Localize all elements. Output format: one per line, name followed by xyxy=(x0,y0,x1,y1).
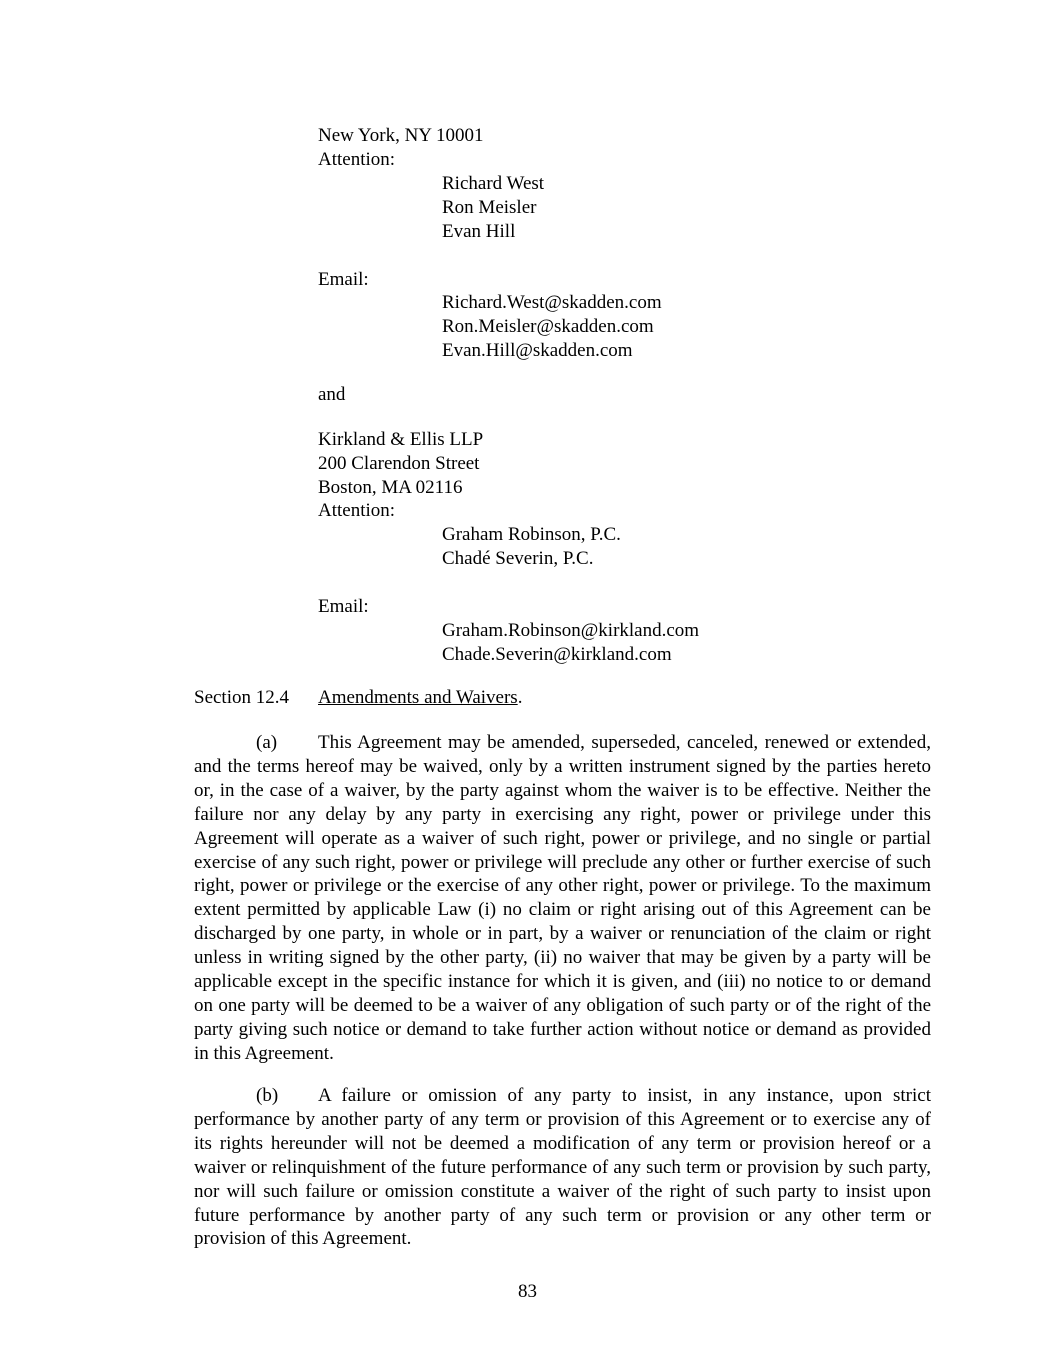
section-title: Amendments and Waivers xyxy=(318,687,518,708)
paragraph-a xyxy=(194,731,931,1066)
attention-name: Graham Robinson, P.C. xyxy=(442,524,621,545)
attention-name: Evan Hill xyxy=(442,221,516,242)
address-city: Boston, MA 02116 xyxy=(318,477,463,498)
address-city: New York, NY 10001 xyxy=(318,125,484,146)
paragraph-text: A failure or omission of any party to insist, in any instance, upon strict performance by another party of any term or provision of this Agreement or to exercise any of its rights hereunder will not be deemed a modification of any term or provision hereof or a waiver or relinquishment of the future performance of any such term or provision by such party, nor will such failure or omission constitute a waiver of the right of such party to insist upon future performance by another party of any such term or provision or any other term or provision of this Agreement. xyxy=(194,1085,931,1250)
paragraph-text: This Agreement may be amended, superseded, canceled, renewed or extended, and the terms hereof may be waived, only by a written instrument signed by the parties hereto or, in the case of a waiver, by the party against whom the waiver is to be effective. Neither the failure nor any delay by any party in exercising any right, power or privilege under this Agreement will operate as a waiver of such right, power or privilege, and no single or partial exercise of any such right, power or privilege will preclude any other or further exercise of such right, power or privilege or the exercise of any other right, power or privilege. To the maximum extent permitted by applicable Law (i) no claim or right arising out of this Agreement can be discharged by one party, in whole or in part, by a waiver or renunciation of the claim or right unless in writing signed by the other party, (ii) no waiver that may be given by a party will be applicable except in the specific instance for which it is given, and (iii) no notice to or demand on one party will be deemed to be a waiver of any obligation of such party or of the right of the party giving such notice or demand to take further action without notice or demand as provided in this Agreement. xyxy=(194,732,931,1064)
attention-label: Attention: xyxy=(318,500,396,521)
email-address: Richard.West@skadden.com xyxy=(442,292,662,313)
address-street: 200 Clarendon Street xyxy=(318,453,480,474)
paragraph-b xyxy=(194,1084,931,1251)
email-address: Ron.Meisler@skadden.com xyxy=(442,316,654,337)
email-address: Evan.Hill@skadden.com xyxy=(442,340,633,361)
attention-name: Ron Meisler xyxy=(442,197,537,218)
section-title-wrap xyxy=(318,686,522,710)
email-label: Email: xyxy=(318,596,369,617)
paragraph-label: (a) xyxy=(256,732,278,753)
and-connector: and xyxy=(318,384,346,405)
email-label: Email: xyxy=(318,269,369,290)
email-address: Graham.Robinson@kirkland.com xyxy=(442,620,700,641)
attention-label: Attention: xyxy=(318,149,396,170)
firm-name: Kirkland & Ellis LLP xyxy=(318,429,484,450)
page-number: 83 xyxy=(518,1281,537,1302)
attention-name: Richard West xyxy=(442,173,545,194)
section-number: Section 12.4 xyxy=(194,687,289,708)
paragraph-label: (b) xyxy=(256,1085,279,1106)
section-title-suffix: . xyxy=(517,687,523,708)
attention-name: Chadé Severin, P.C. xyxy=(442,548,594,569)
email-address: Chade.Severin@kirkland.com xyxy=(442,644,672,665)
